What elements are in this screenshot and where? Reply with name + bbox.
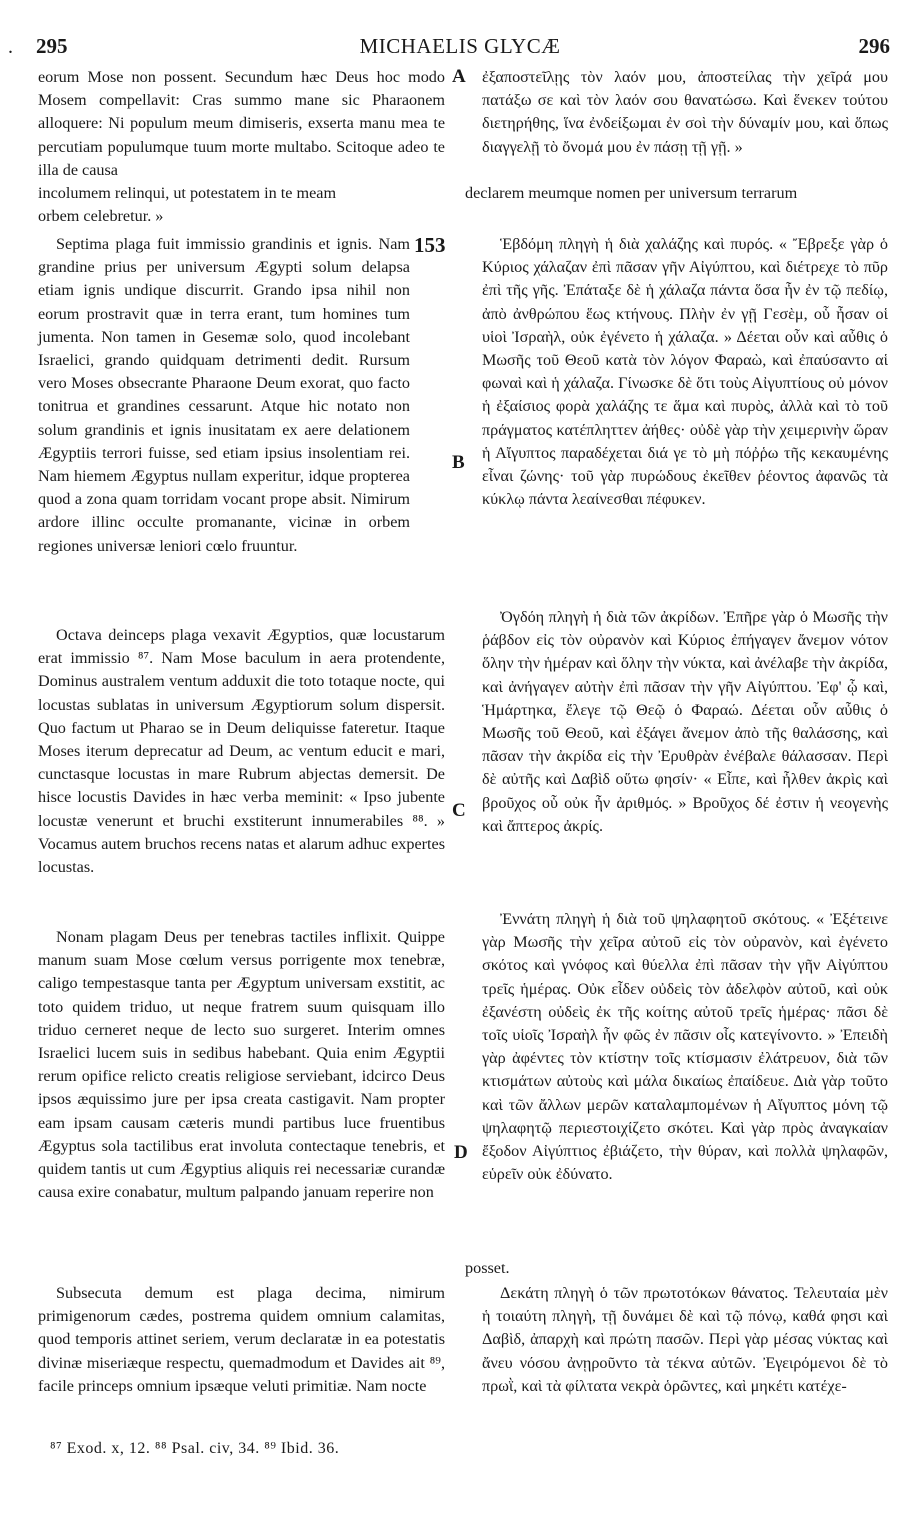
latin-paragraph-eighth-plague: Octava deinceps plaga vexavit Ægyptios, quæ locustarum erat immissio ⁸⁷. Nam Mose baculum in aera protendente, Dominus australem ventum adduxit die toto totaque nocte, qui locustas sublatas in universum Ægyptiorum solum dispersit. Quo factum ut Pharao se in Deum deliquisse fateretur. Itaque Moses iterum deprecatur ad Deum, ac ventum educit e mari, cunctasque locustas in mare Rubrum abjectas demersit. De hisce locustis Davides in hæc verba meminit: « Ipso jubente locustæ venerunt et bruchi exstiterunt innumerabiles ⁸⁸. » Vocamus autem bruchos recens natas et alarum adhuc expertes locustas. [38, 626, 445, 877]
greek-paragraph-tenth-plague: Δεκάτη πληγὴ ὁ τῶν πρωτοτόκων θάνατος. Τελευταία μὲν ἡ τοιαύτη πληγὴ, τῇ δυνάμει δὲ καὶ τῷ πόνῳ, καθά φησι καὶ Δαβὶδ, ἀπαρχὴ καὶ πρώτη πασῶν. Περὶ γὰρ μέσας νύκτας καὶ ἄνευ νόσου ἀνῃροῦντο τὰ τέκνα αὐτῶν. Ἐγειρόμενοι δὲ τὸ πρωῒ, καὶ τὰ φίλτατα νεκρὰ ὁρῶντες, καὶ μηκέτι κατέχε- [482, 1284, 888, 1395]
margin-letter-c: C [452, 800, 466, 821]
running-title: MICHAELIS GLYCÆ [359, 34, 561, 58]
margin-letter-b: B [452, 452, 465, 473]
latin-paragraph-0: eorum Mose non possent. Secundum hæc Deus hoc modo Mosem compellavit: Cras summo mane sic Pharaonem alloquere: Ni populum meum dimiseris, exserta manu mea te percutiam populumque tuum morte multabo. Scitoque adeo te illa de causa [38, 68, 445, 179]
page-number-left: 295 [36, 34, 68, 58]
latin-paragraph-seventh-plague: Septima plaga fuit immissio grandinis et ignis. Nam grandine prius per universum Ægypti solum delapsa etiam ignis undique discurrit. Grando ipsa nihil non eorum prostravit quæ in terra erant, tum homines tum jumenta. Non tamen in Gesemæ solo, quod incolebant Israelici, grando quidquam detrimenti dedit. Rursum vero Moses obsecrante Pharaone Deum exorat, quo facto tonitrua et grandines cessarunt. Atque hic notato non solum grandinis et ignis inusitatam ex aere delationem Ægyptiis terrori fuisse, sed etiam ipsius insolentiam rei. Nam hiemem Ægyptus nullam experitur, idque propterea quod a zona quam torridam vocant prope absit. Nimirum ardore illinc occulte promanante, vicinæ in orbem regiones universæ leniori cœlo fruuntur. [38, 235, 410, 555]
spanning-line-1-left: incolumem relinqui, ut potestatem in te meam [38, 184, 337, 202]
margin-letter-d: D [454, 1142, 468, 1163]
spanning-word-posset: posset. [465, 1259, 510, 1277]
greek-paragraph-ninth-plague: Ἐννάτη πληγὴ ἡ διὰ τοῦ ψηλαφητοῦ σκότους. « Ἐξέτεινε γὰρ Μωσῆς τὴν χεῖρα αὐτοῦ εἰς τὸν οὐρανὸν, καὶ ἐγένετο σκότος καὶ γνόφος καὶ θύελλα ἐπὶ πᾶσαν τὴν γῆν Αἰγύπτου τρεῖς ἡμέρας. Οὐκ εἶδεν οὐδεὶς τὸν ἀδελφὸν αὐτοῦ, καὶ οὐκ ἐξανέστη οὐδεὶς ἐκ τῆς κοίτης αὐτοῦ τρεῖς ἡμέρας· πᾶσι δὲ τοῖς υἱοῖς Ἰσραὴλ ἦν φῶς ἐν πᾶσιν οἷς κατεγίνοντο. » Ἐπειδὴ γὰρ ἀφέντες τὸν κτίστην τοῖς κτίσμασιν ἐλάτρευον, διὰ τῶν κτισμάτων αὐτοὺς καὶ μάλα δικαίως ἐπαίδευε. Διὰ γὰρ τοῦτο καὶ τῶν ἄλλων μερῶν καταλαμπομένων ἡ Αἴγυπτος μόνη τῷ ψηλαφητῷ περιεστοιχίζετο σκότει. Καὶ γὰρ πρὸς ἀναγκαίαν ἔξοδον Αἰγύπτιος ἐβιάζετο, τὴν θύραν, καὶ πολλὰ ψηλαφῶν, εὑρεῖν οὐκ ἐδύνατο. [482, 910, 888, 1184]
stray-mark: . [8, 36, 13, 58]
greek-paragraph-0: ἐξαποστεῖλῃς τὸν λαόν μου, ἀποστείλας τὴν χεῖρά μου πατάξω σε καὶ τὸν λαόν σου θανατώσω. Καὶ ἕνεκεν τούτου διετηρήθης, ἵνα ἐνδείξωμαι ἐν σοὶ τὴν δύναμίν μου, καὶ ὅπως διαγγελῇ τὸ ὄνομά μου ἐν πάσῃ τῇ γῇ. » [482, 68, 888, 156]
margin-letter-a: A [452, 66, 466, 87]
greek-paragraph-seventh-plague: Ἑβδόμη πληγὴ ἡ διὰ χαλάζης καὶ πυρός. « Ἔβρεξε γὰρ ὁ Κύριος χάλαζαν ἐπὶ πᾶσαν γῆν Αἰγύπτου, καὶ διέτρεχε τὸ πῦρ ἐπὶ τῆς γῆς. Ἐπάταξε δὲ ἡ χάλαζα πάντα ὅσα ἦν ἐν τῷ πεδίῳ, ἀπὸ ἀνθρώπου ἕως κτήνους. Πλὴν ἐν γῇ Γεσὲμ, οὗ ἦσαν οἱ υἱοὶ Ἰσραὴλ, οὐκ ἐγένετο ἡ χάλαζα. » Δέεται οὖν καὶ αὖθις ὁ Μωσῆς τοῦ Θεοῦ κατὰ τὸν λόγον Φαραὼ, καὶ ἐπαύσαντο αἱ φωναὶ καὶ ἡ χάλαζα. Γίνωσκε δὲ ὅτι τοὺς Αἰγυπτίους οὐ μόνον ἡ ἐξαίσιος φορὰ χαλάζης τε ἅμα καὶ πυρὸς, ἀλλὰ καὶ τὸ τοῦ πράγματος κατέπληττεν ἀήθες· οὐδὲ γὰρ τὴν χειμερινὴν ὥραν ἡ Αἴγυπτος παραδέχεται διά γε τὸ μὴ πόῤῥω τῆς κεκαυμένης εἶναι ζώνης· τοῦ γὰρ πυρώδους ἐκεῖθεν ῥέοντος ἀφανῶς τὰ κύκλῳ πάντα λεαίνεσθαι πέφυκεν. [482, 235, 888, 509]
section-number: 153 [414, 233, 446, 257]
spanning-line-1-right: declarem meumque nomen per universum terrarum [465, 184, 798, 202]
spanning-line-2: orbem celebretur. » [38, 207, 164, 225]
greek-paragraph-eighth-plague: Ὀγδόη πληγὴ ἡ διὰ τῶν ἀκρίδων. Ἐπῆρε γὰρ ὁ Μωσῆς τὴν ῥάβδον εἰς τὸν οὐρανὸν καὶ Κύριος ἐπήγαγεν ἄνεμον νότον ὅλην τὴν ἡμέραν καὶ ὅλην τὴν νύκτα, καὶ ἀνέλαβε τὴν ἀκρίδα, καὶ ἀνήγαγεν αὐτὴν ἐπὶ πᾶσαν τὴν γῆν Αἰγύπτου. Ἐφ' ᾧ καὶ, Ἡμάρτηκα, ἔλεγε τῷ Θεῷ ὁ Φαραώ. Δέεται οὖν αὖθις ὁ Μωσῆς τοῦ Θεοῦ, καὶ ἐξάγει ἄνεμον ἀπὸ τῆς θαλάσσης, καὶ πᾶσαν τὴν ἀκρίδα εἰς τὴν Ἐρυθρὰν ἐνέβαλε θάλασσαν. Περὶ δὲ αὐτῆς καὶ Δαβὶδ οὕτω φησίν· « Εἶπε, καὶ ἦλθεν ἀκρὶς καὶ βροῦχος οὗ οὐκ ἦν ἀριθμός. » Βροῦχος δέ ἐστιν ἡ νεογενὴς καὶ ἄπτερος ἀκρίς. [482, 608, 888, 835]
latin-paragraph-tenth-plague: Subsecuta demum est plaga decima, nimirum primigenorum cædes, postrema quidem omnium calamitas, quod temporis attinet seriem, verum declaratæ in ea potestatis divinæ miseriæque respectu, quemadmodum et Davides ait ⁸⁹, facile princeps omnium ipsæque veluti primitiæ. Nam nocte [38, 1284, 445, 1395]
latin-paragraph-ninth-plague: Nonam plagam Deus per tenebras tactiles inflixit. Quippe manum suam Mose cœlum versus porrigente mox tenebræ, caligo tempestasque tanta per Ægyptum universam exstitit, ac toto quidem triduo, ut neque fratrem suum quisquam illo triduo cerneret neque de lecto suo surgeret. Interim omnes Israelici lucem suis in sedibus habebant. Quia enim Ægyptii rerum opifice relicto creatis religiose serviebant, idcirco Deus ipsos æquissimo jure per ipsa creata castigavit. Nam propter eam ipsam causam cæteris mundi partibus luce fruentibus Ægyptus sola tactilibus erat involuta contectaque tenebris, et quidem tantis ut cum Ægyptius aliquis rei necessariæ curandæ causa exire conabatur, multum palpando januam reperire non [38, 928, 445, 1202]
footnotes: ⁸⁷ Exod. x, 12. ⁸⁸ Psal. civ, 34. ⁸⁹ Ibid. 36. [50, 1440, 340, 1457]
running-header [8, 30, 890, 64]
page-number-right: 296 [858, 34, 890, 58]
